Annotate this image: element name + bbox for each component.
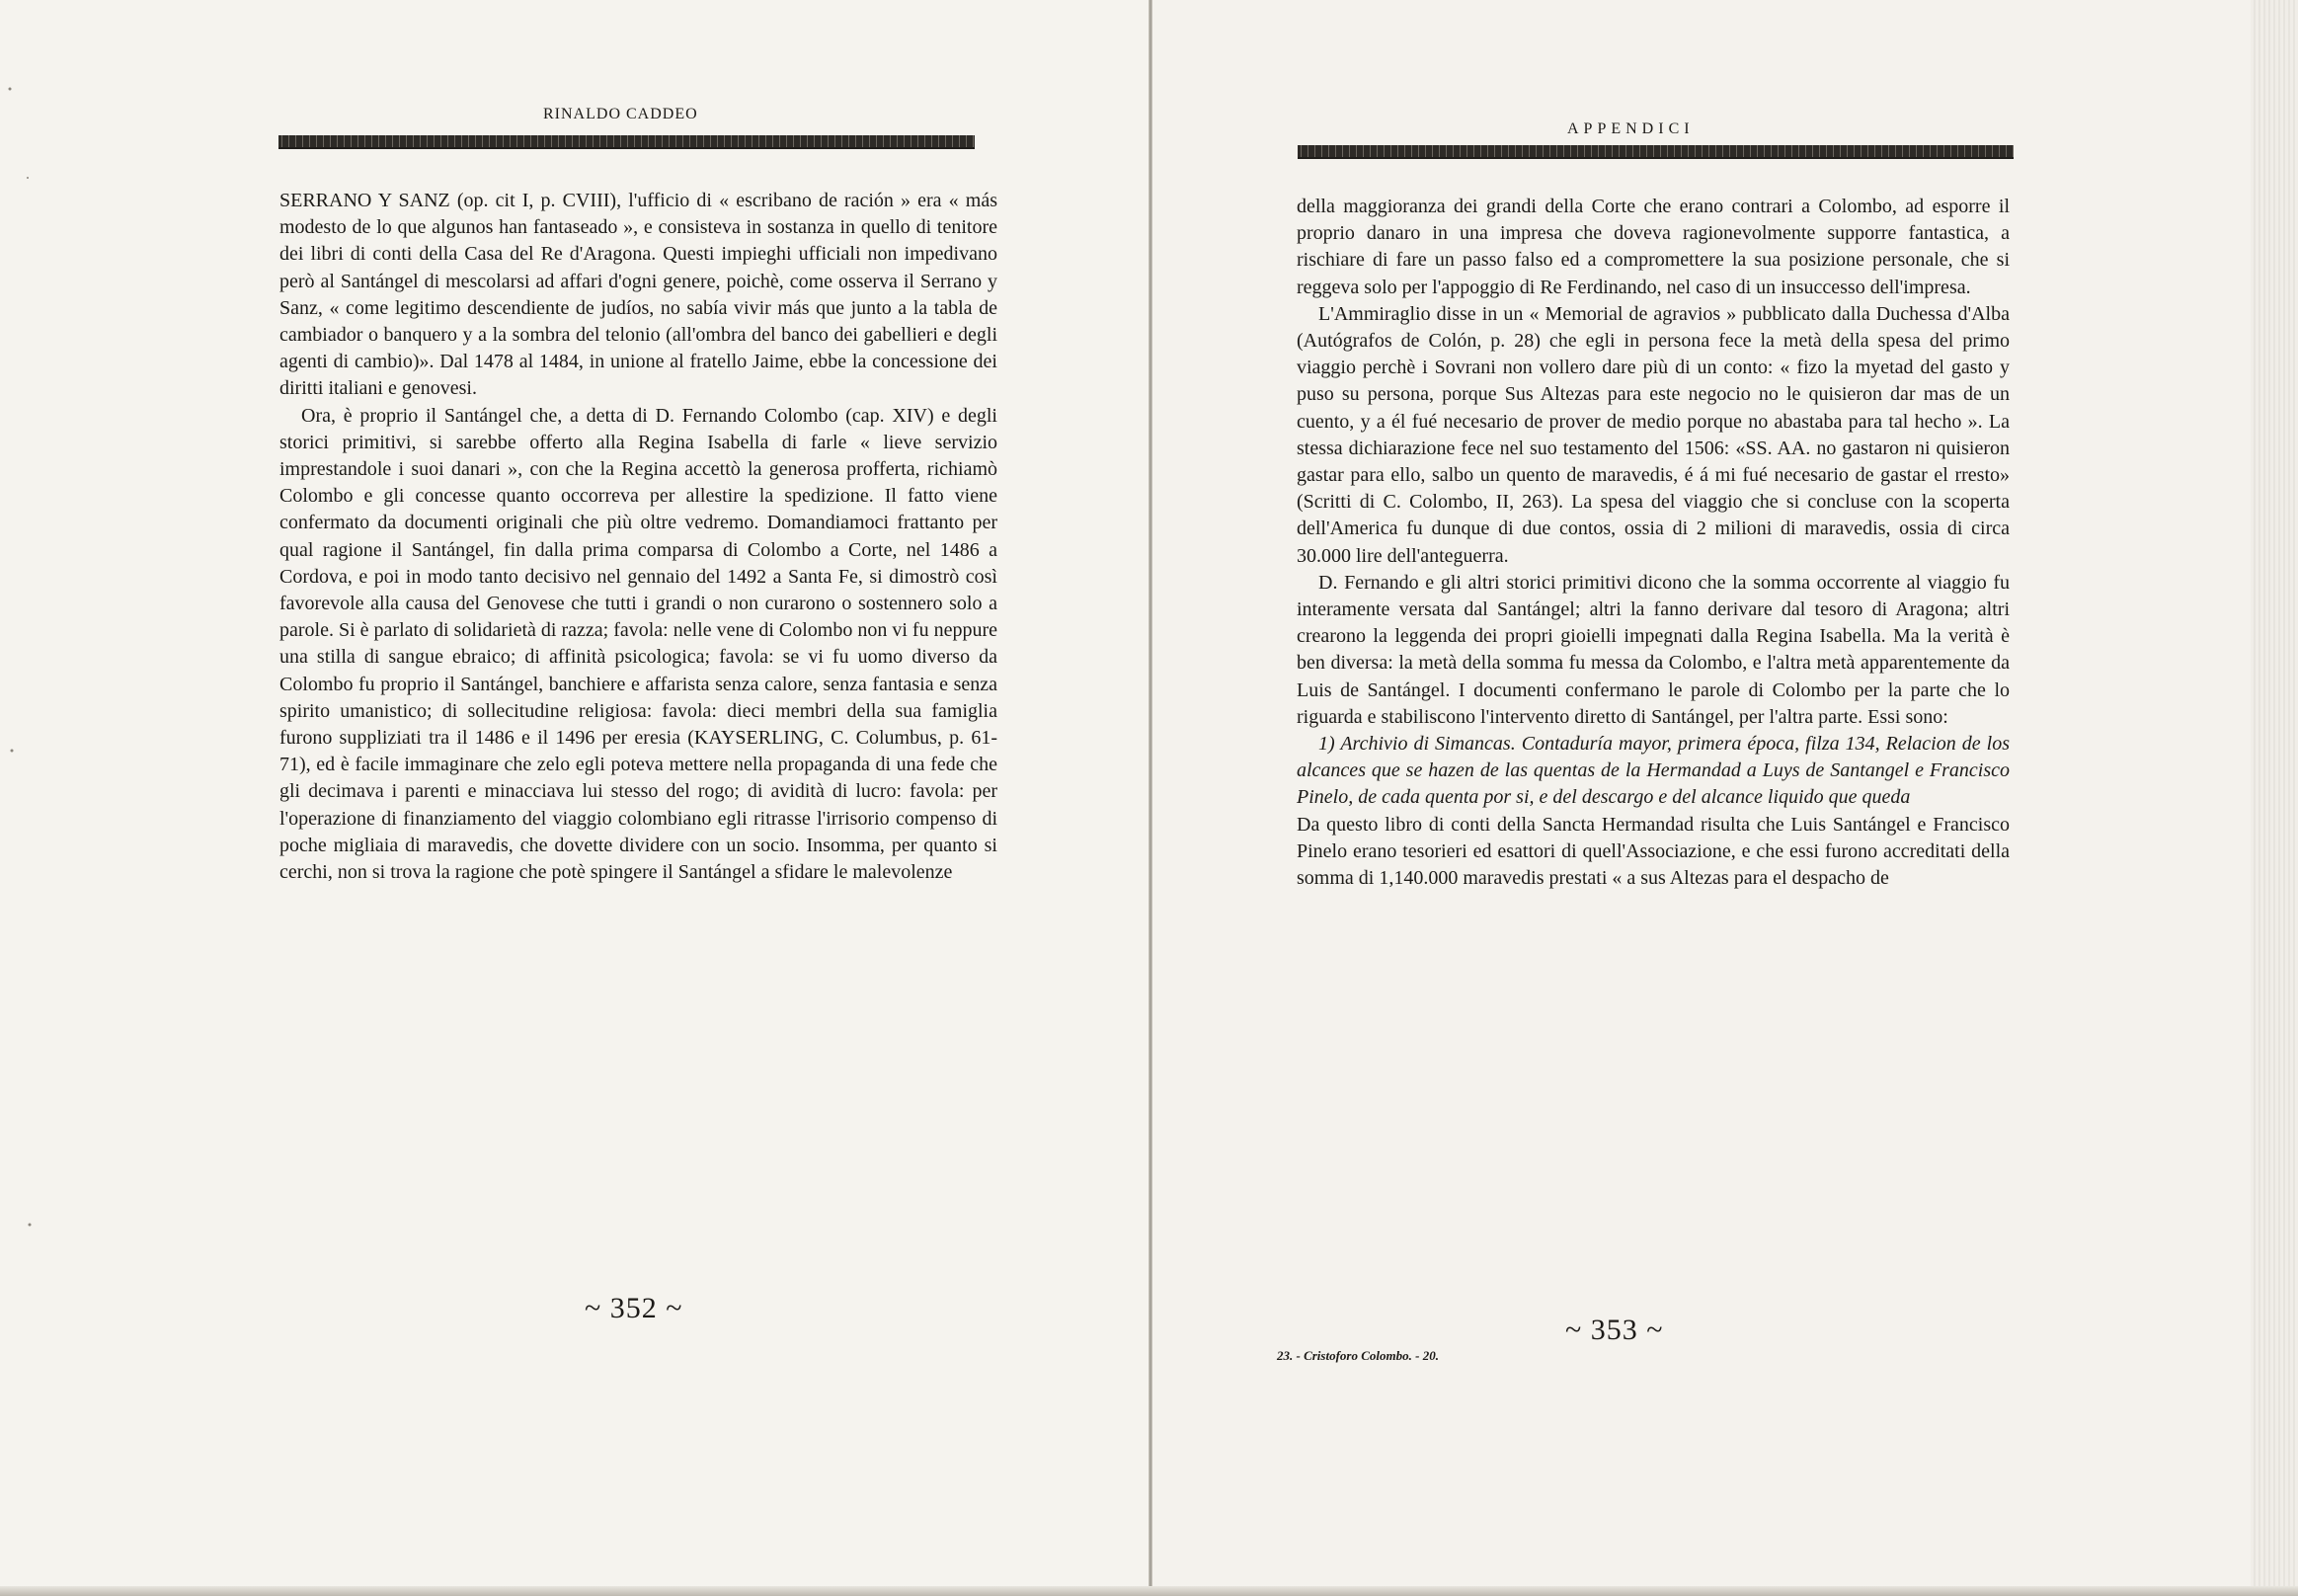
speck — [29, 1224, 32, 1227]
page-number-left: ~ 352 ~ — [585, 1292, 683, 1324]
paragraph: della maggioranza dei grandi della Corte che erano contrari a Colombo, ad esporre il proprio danaro in una impresa che doveva ragionevolmente supporre fantastica, a rischiare di fare un passo falso ed a compromettere la sua posizione personale, che si reggeva solo per l'appoggio di Re Ferdinando, nel caso di un insuccesso dell'impresa. — [1297, 196, 2010, 298]
paragraph: D. Fernando e gli altri storici primitivi dicono che la somma occorrente al viaggio fu interamente versata dal Santángel; altri la fanno derivare dal tesoro di Aragona; altri crearono la leggenda dei propri gioielli impegnati dalla Regina Isabella. Ma la verità è ben diversa: la metà della somma fu messa da Colombo, e l'altra metà apparentemente da Luis de Santángel. I documenti confermano le parole di Colombo per la parte che lo riguarda e stabiliscono l'intervento diretto di Santángel, per l'altra parte. Essi sono: — [1297, 571, 2010, 728]
speck — [9, 88, 12, 91]
page-edge — [2251, 0, 2298, 1596]
printer-signature: 23. - Cristoforo Colombo. - 20. — [1277, 1348, 1439, 1363]
paragraph: L'Ammiraglio disse in un « Memorial de agravios » pubblicato dalla Duchessa d'Alba (Autógrafos de Colón, p. 28) che egli in persona fece la metà della spesa del primo viaggio perchè i Sovrani non vollero dare più di un conto: « fizo la myetad del gasto y puso su persona, porque Sus Altezas para este negocio no le quisieron dar mas de un cuento, y a él fué necesario de prover de medio porque no abastaba para tal hecho ». La stessa dichiarazione fece nel suo testamento del 1506: «SS. AA. no gastaron ni quisieron gastar para ello, salbo un quento de maravedis, é á mi fué necesario de gastar el rresto» (Scritti di C. Colombo, II, 263). La spesa del viaggio che si concluse con la scoperta dell'America fu dunque di due contos, ossia di 2 milioni di maravedis, ossia di circa 30.000 lire dell'anteguerra. — [1297, 302, 2010, 567]
header-rule-right — [1298, 145, 2014, 159]
speck — [27, 177, 29, 179]
header-rule-left — [278, 135, 975, 149]
bottom-edge — [0, 1586, 2298, 1596]
running-head-right: APPENDICI — [1567, 120, 1695, 137]
paper-specks — [0, 0, 40, 1596]
running-head-left: RINALDO CADDEO — [543, 106, 698, 122]
paragraph: Ora, è proprio il Santángel che, a detta di D. Fernando Colombo (cap. XIV) e degli storici primitivi, si sarebbe offerto alla Regina Isabella di farle « lieve servizio imprestandole i suoi danari », con che la Regina accettò la generosa profferta, richiamò Colombo e gli concesse quanto occorreva per allestire la spedizione. Il fatto viene confermato da documenti originali che più oltre vedremo. Domandiamoci frattanto per qual ragione il Santángel, fin dalla prima comparsa di Colombo a Corte, nel 1486 a Cordova, e poi in modo tanto decisivo nel gennaio del 1492 a Santa Fe, si dimostrò così favorevole alla causa del Genovese che tutti i grandi o non curarono o sostennero solo a parole. Si è parlato di solidarietà di razza; favola: nelle vene di Colombo non vi fu neppure una stilla di sangue ebraico; di affinità psicologica; favola: se vi fu uomo diverso da Colombo fu proprio il Santángel, banchiere e affarista senza calore, senza fantasia e senza spirito umanistico; di sollecitudine religiosa: favola: dieci membri della sua famiglia furono suppliziati tra il 1486 e il 1496 per eresia (KAYSERLING, C. Columbus, p. 61-71), ed è facile immaginare che zelo egli poteva mettere nella propaganda di una fede che gli decimava i parenti e minacciava lui stesso del rogo; di avidità di lucro: favola: per l'operazione di finanziamento del viaggio colombiano egli ritrasse l'irrisorio compenso di poche migliaia di maravedis, che dovette dividere con un socio. Insomma, per quanto si cerchi, non si trova la ragione che potè spingere il Santángel a sfidare le malevolenze — [279, 404, 997, 884]
paragraph: SERRANO Y SANZ (op. cit I, p. CVIII), l'ufficio di « escribano de ración » era « más modesto de lo que algunos han fantaseado », e consisteva in sostanza in quello di tenitore dei libri di conti della Casa del Re d'Aragona. Questi impieghi ufficiali non impedivano però al Santángel di mescolarsi ad affari d'ogni genere, poichè, come osserva il Serrano y Sanz, « come legitimo descendiente de judíos, no sabía vivir más que junto a la tabla de cambiador o banquero y a la sombra del telonio (all'ombra del banco dei gabellieri e degli agenti di cambio)». Dal 1478 al 1484, in unione al fratello Jaime, ebbe la concessione dei diritti italiani e genovesi. — [279, 190, 997, 400]
paragraph: 1) Archivio di Simancas. Contaduría mayor, primera época, filza 134, Relacion de los alcances que se hazen de las quentas de la Hermandad a Luys de Santangel e Francisco Pinelo, de cada quenta por si, e del descargo e del alcance liquido que queda — [1297, 733, 2010, 809]
left-page-text — [279, 188, 997, 886]
right-page — [1152, 0, 2298, 1596]
speck — [11, 750, 14, 753]
right-page-text — [1297, 194, 2010, 892]
page-number-right: ~ 353 ~ — [1565, 1314, 1664, 1346]
paragraph: Da questo libro di conti della Sancta Hermandad risulta che Luis Santángel e Francisco Pinelo erano tesorieri ed esattori di quell'Associazione, e che essi furono accreditati della somma di 1,140.000 maravedis prestati « a sus Altezas para el despacho de — [1297, 813, 2010, 890]
